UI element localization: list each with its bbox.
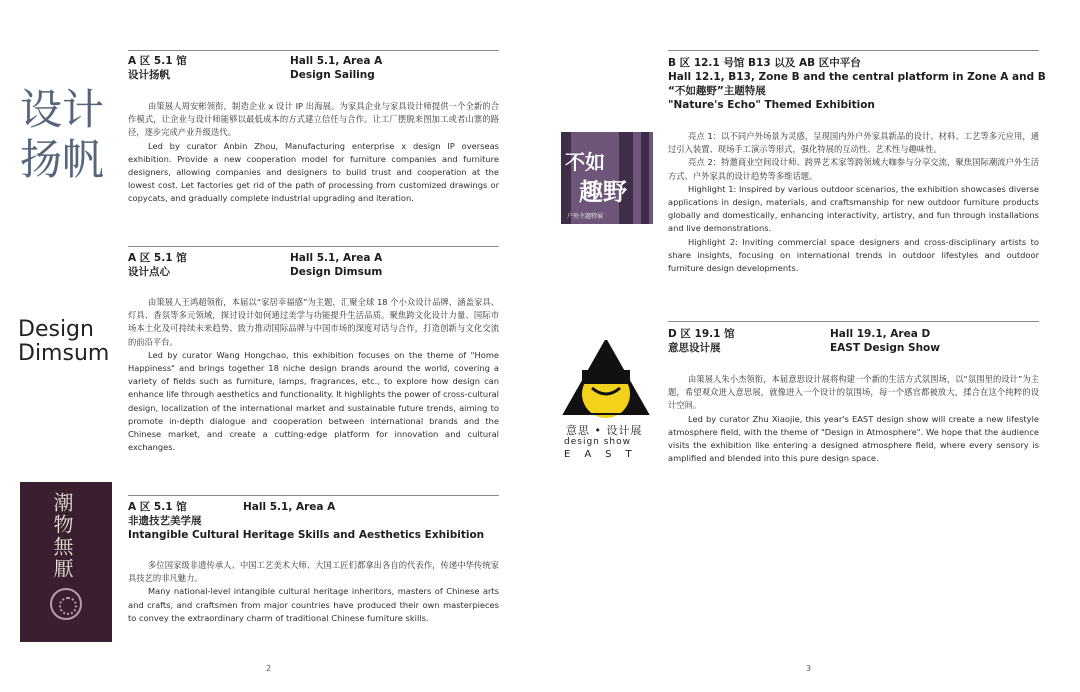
section-title-en: Intangible Cultural Heritage Skills and Aesthetics Exhibition (128, 529, 485, 541)
natures-echo-image (561, 132, 653, 224)
smile-triangle-icon (558, 340, 654, 420)
section-body (128, 100, 499, 206)
logo-text: 设计 (20, 85, 105, 134)
design-sailing-logo (20, 85, 120, 195)
hall-label-en: Hall 19.1, Area D (830, 328, 931, 340)
body-text-en: Highlight 2: Inviting commercial space designers and cross-disciplinary artists to share insights, focusing on international trends in outdoor lifestyles and outdoor furniture design developments. (668, 236, 1039, 274)
hall-label-en: Hall 12.1, B13, Zone B and the central platform in Zone A and B (668, 71, 1046, 83)
body-text-en: Many national-level intangible cultural heritage inheritors, masters of Chinese arts and crafts, and craftsmen from major countries have produced their own masterpieces to convey the extraordinary charm of traditional Chinese furniture skills. (128, 586, 499, 623)
poster-title: 潮物無厭 (50, 492, 74, 580)
section-title-en: Design Dimsum (290, 266, 383, 278)
body-text-zh: 亮点 2：特邀商业空间设计师、跨界艺术家等跨领域大咖参与分享交流，聚焦国际潮流户外生活方式、户外家具的设计趋势等多维话题。 (668, 157, 1039, 181)
east-design-show-logo (558, 340, 654, 465)
section-title-en: EAST Design Show (830, 342, 940, 354)
section-divider (128, 50, 499, 51)
body-text-zh: 由策展人朱小杰领衔，本届意思设计展将构建一个新的生活方式氛围场，以“氛围里的设计”为主题，希望观众进入意思展，就像进入一个设计的氛围场，每一个感官都被放大，揉合在这个纯粹的设计空间。 (668, 374, 1039, 411)
logo-text: 扬帆 (20, 135, 105, 184)
logo-text: design show (564, 437, 631, 447)
section-body (128, 296, 499, 454)
hall-label-zh: A 区 5.1 馆 (128, 501, 187, 513)
logo-text: Dimsum (18, 341, 110, 366)
section-body (668, 373, 1039, 465)
hall-label-en: Hall 5.1, Area A (290, 252, 383, 264)
seal-icon (50, 588, 82, 620)
logo-text: 意思 • 设计展 (566, 424, 643, 437)
section-title-zh: 设计点心 (128, 266, 170, 278)
section-title-en: Design Sailing (290, 69, 375, 81)
section-divider (128, 495, 499, 496)
logo-text: Design (18, 317, 94, 342)
hall-label-en: Hall 5.1, Area A (290, 55, 383, 67)
heritage-poster (20, 482, 112, 642)
section-divider (128, 246, 499, 247)
body-text-en: Led by curator Anbin Zhou, Manufacturing enterprise x design IP overseas exhibition. Provide a new cooperation model for furniture companies and furniture designers, allowing companies and designers to build trust and cooperation at the lowest cost. Let factories get rid of the path of processing from customized drawings or copycats, and gradually complete industrial upgrading and iteration. (128, 140, 499, 204)
hall-label-zh: B 区 12.1 号馆 B13 以及 AB 区中平台 (668, 57, 861, 69)
hall-label-zh: A 区 5.1 馆 (128, 55, 187, 67)
logo-text: EAST (564, 449, 646, 460)
hall-label-en: Hall 5.1, Area A (243, 501, 336, 513)
body-text-zh: 多位国家级非遗传承人、中国工艺美术大师、大国工匠们都拿出各自的代表作，传递中华传统家具技艺的非凡魅力。 (128, 560, 499, 584)
section-title-zh: “不如趣野”主题特展 (668, 85, 766, 97)
section-title-zh: 意思设计展 (668, 342, 721, 354)
body-text-zh: 亮点 1：以不同户外场景为灵感，呈现国内外户外家具新品的设计、材料、工艺等多元应用，通过引入装置、现场手工演示等形式，强化特展的互动性、艺术性与趣味性。 (668, 131, 1039, 155)
section-divider (668, 50, 1039, 51)
image-title: 趣野 (579, 178, 627, 206)
section-title-zh: 设计扬帆 (128, 69, 170, 81)
page-number: 2 (266, 664, 272, 673)
body-text-en: Led by curator Zhu Xiaojie, this year's EAST design show will create a new lifestyle atmosphere field, with the theme of "Design in Atmosphere". We hope that the audience visits the exhibition like entering a designed atmosphere field, where every sensory is amplified and blended into this pure design space. (668, 413, 1039, 464)
hall-label-zh: A 区 5.1 馆 (128, 252, 187, 264)
body-text-en: Highlight 1: Inspired by various outdoor scenarios, the exhibition showcases diverse applications in design, materials, and craftsmanship for new outdoor furniture products globally and domestically, enhancing interactivity, artistry, and fun through installations and live demonstrations. (668, 183, 1039, 234)
hall-label-zh: D 区 19.1 馆 (668, 328, 735, 340)
page-number: 3 (806, 664, 812, 673)
section-title-en: "Nature's Echo" Themed Exhibition (668, 99, 875, 111)
section-body (668, 130, 1039, 275)
section-divider (668, 321, 1039, 322)
image-title: 不如 (565, 150, 605, 174)
body-text-zh: 由策展人周安彬领衔，制造企业 x 设计 IP 出海展。为家具企业与家具设计师提供一个全新的合作模式，让企业与设计师能够以最低成本的方式建立信任与合作。让工厂摆脱来图加工或者山寨的路径，逐步完成产业升级迭代。 (128, 101, 499, 138)
section-title-zh: 非遗技艺美学展 (128, 515, 202, 527)
design-dimsum-logo (18, 318, 113, 374)
section-body (128, 559, 499, 625)
tree-trunk (641, 132, 649, 224)
body-text-zh: 由策展人王鸿超领衔，本届以“家居幸福感”为主题，汇聚全球 18 个小众设计品牌，涵盖家具、灯具、香氛等多元领域，探讨设计如何通过美学与功能提升生活品质。聚焦跨文化设计力量、国际市场本土化及可持续未来趋势、致力推动国际品牌与中国市场的深度对话与合作，打造创新与文化交流的前沿平台。 (128, 297, 499, 347)
body-text-en: Led by curator Wang Hongchao, this exhibition focuses on the theme of "Home Happiness" and brings together 18 niche design brands around the world, covering a variety of fields such as furniture, lamps, fragrances, etc., to explore how design can enhance life through aesthetics and functionality. It highlights the power of cross-cultural design, localization of the international market and sustainable future trends, aiming to promote in-depth dialogue and cooperation between international brands and the Chinese market, and create a cutting-edge platform for innovation and cultural exchanges. (128, 349, 499, 453)
image-caption: 户外主题特展 (567, 213, 604, 220)
